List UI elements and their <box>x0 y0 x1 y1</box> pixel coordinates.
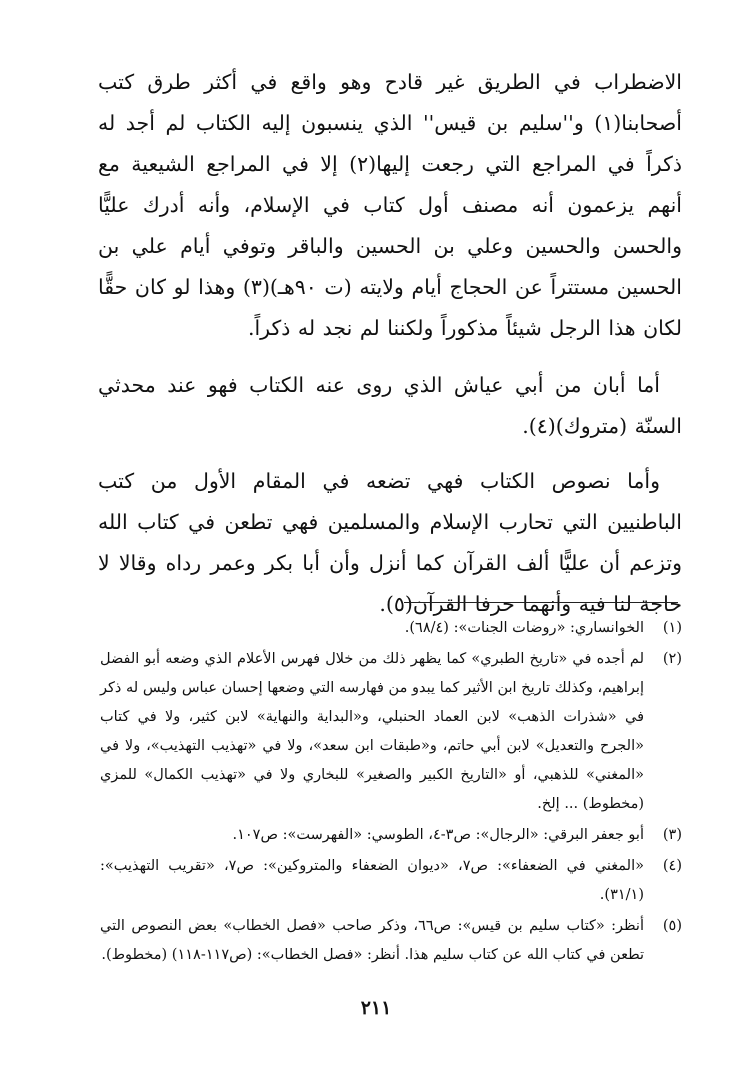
footnote-2 <box>100 645 682 819</box>
footnote-text: الخوانساري: «روضات الجنات»: (٦٨/٤). <box>404 620 644 636</box>
footnote-text: «المغني في الضعفاء»: ص٧، «ديوان الضعفاء والمتروكين»: ص٧، «تقريب التهذيب»: (٣١/١). <box>100 858 644 903</box>
footnote-text: لم أجده في «تاريخ الطبري» كما يظهر ذلك من خلال فهرس الأعلام الذي وضعه أبو الفضل إبراهيم، وكذلك تاريخ ابن الأثير كما يبدو من فهارسه التي وضعها إحسان عباس وليس له ذكر في «شذرات الذهب» لابن العماد الحنبلي، و«البداية والنهاية» لابن كثير، ولا في كتاب «الجرح والتعديل» لابن أبي حاتم، و«طبقات ابن سعد»، ولا في «تهذيب التهذيب»، ولا في «المغني» للذهبي، أو «التاريخ الكبير والصغير» للبخاري ولا في «تهذيب الكمال» للمزي (مخطوط) ... إلخ. <box>100 651 644 812</box>
footnote-3 <box>100 821 682 850</box>
footnote-text: أنظر: «كتاب سليم بن قيس»: ص٦٦، وذكر صاحب «فصل الخطاب» بعض النصوص التي تطعن في كتاب الله عن كتاب سليم هذا. أنظر: «فصل الخطاب»: (ص١١٧-١١٨) (مخطوط). <box>100 918 644 963</box>
footnote-5 <box>100 912 682 970</box>
footnote-4 <box>100 852 682 910</box>
page-number: ٢١١ <box>360 997 392 1019</box>
footnote-number: (٣) <box>662 827 682 843</box>
main-text <box>98 62 682 625</box>
footnote-number: (٤) <box>662 858 682 874</box>
paragraph-3: وأما نصوص الكتاب فهي تضعه في المقام الأول من كتب الباطنيين التي تحارب الإسلام والمسلمين فهي تطعن في كتاب الله وتزعم أن عليًّا ألف القرآن كما أنزل وأن أبا بكر وعمر رداه وقالا لا حاجة لنا فيه وأنهما حرفا القرآن(٥). <box>98 469 682 616</box>
paragraph-1: الاضطراب في الطريق غير قادح وهو واقع في أكثر طرق كتب أصحابنا(١) و''سليم بن قيس'' الذي ينسبون إليه الكتاب لم أجد له ذكراً في المراجع التي رجعت إليها(٢) إلا في المراجع الشيعية مع أنهم يزعمون أنه مصنف أول كتاب في الإسلام، وأنه أدرك عليًّا والحسن والحسين وعلي بن الحسين والباقر وتوفي أيام علي بن الحسين مستتراً عن الحجاج أيام ولايته (ت ٩٠هـ)(٣) وهذا لو كان حقًّا لكان هذا الرجل شيئاً مذكوراً ولكننا لم نجد له ذكراً. <box>98 70 682 340</box>
footnotes <box>100 614 682 972</box>
footnote-1 <box>100 614 682 643</box>
footnote-separator <box>404 602 678 603</box>
paragraph-2: أما أبان من أبي عياش الذي روى عنه الكتاب فهو عند محدثي السنّة (متروك)(٤). <box>98 373 682 438</box>
footnote-number: (٥) <box>662 918 682 934</box>
footnote-text: أبو جعفر البرقي: «الرجال»: ص٣-٤، الطوسي: «الفهرست»: ص١٠٧. <box>232 827 644 843</box>
footnote-number: (١) <box>662 620 682 636</box>
footnote-number: (٢) <box>662 651 682 667</box>
